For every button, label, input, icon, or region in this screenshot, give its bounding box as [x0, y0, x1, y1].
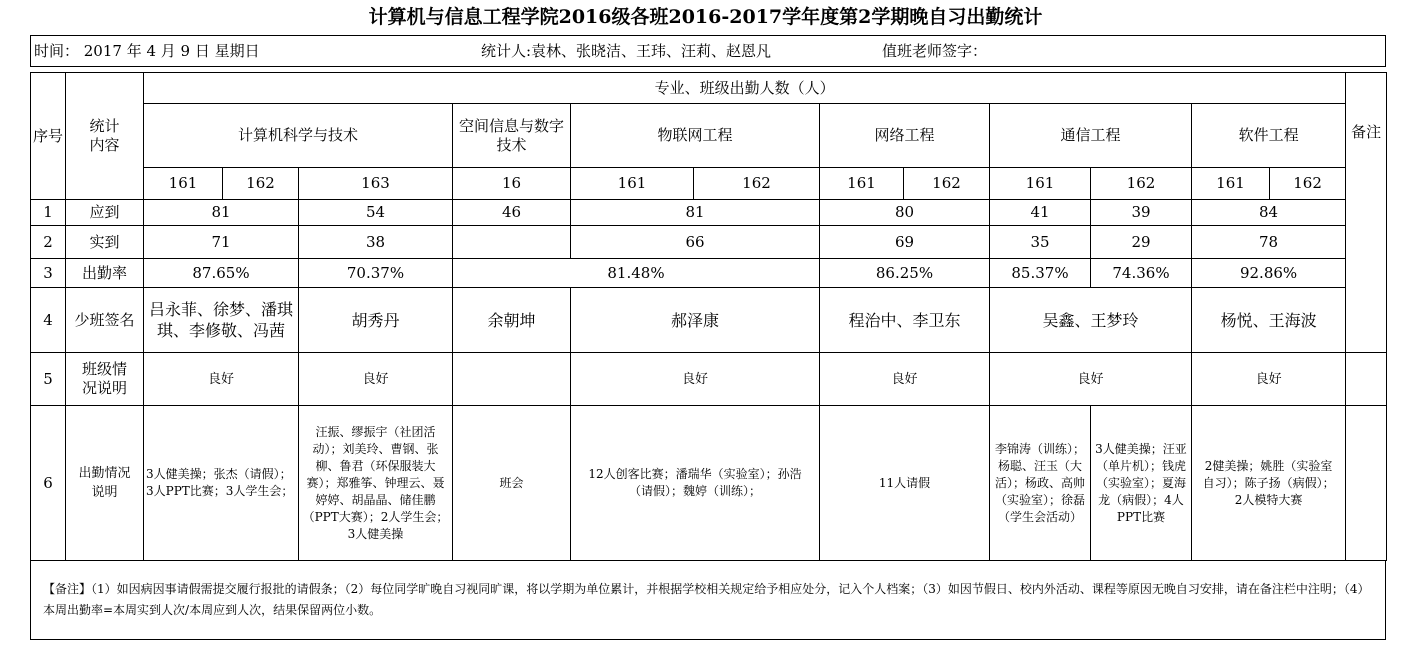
row-number: 3 [31, 259, 66, 288]
value-cell: 汪振、缪振宇（社团活动）；刘美玲、曹钢、张柳、鲁君（环保服装大赛）；郑雅筝、钟理云、聂婷婷、胡晶晶、储佳鹏（PPT大赛）；2人学生会；3人健美操 [299, 406, 453, 561]
class-cell: 163 [299, 168, 453, 200]
major-comm: 通信工程 [990, 104, 1192, 168]
major-cs: 计算机科学与技术 [144, 104, 453, 168]
major-space: 空间信息与数字技术 [453, 104, 571, 168]
value-cell: 46 [453, 200, 571, 226]
value-cell: 李锦涛（训练）；杨聪、汪玉（大活）；杨政、高帅（实验室）；徐磊（学生会活动） [990, 406, 1091, 561]
row-label: 实到 [66, 226, 144, 259]
value-cell: 80 [820, 200, 990, 226]
value-cell: 66 [571, 226, 820, 259]
table-row [31, 259, 1387, 288]
value-cell: 胡秀丹 [299, 288, 453, 353]
value-cell: 班会 [453, 406, 571, 561]
value-cell: 3人健美操；汪亚（单片机）；钱虎（实验室）；夏海龙（病假）；4人PPT比赛 [1091, 406, 1192, 561]
row-number: 1 [31, 200, 66, 226]
value-cell: 良好 [820, 353, 990, 406]
row-label: 出勤率 [66, 259, 144, 288]
value-cell: 良好 [571, 353, 820, 406]
table-row [31, 353, 1387, 406]
value-cell: 良好 [1192, 353, 1346, 406]
row-number: 5 [31, 353, 66, 406]
date-info: 时间： 2017 年 4 月 9 日 星期日 [34, 42, 260, 60]
class-cell: 161 [144, 168, 223, 200]
value-cell: 吕永菲、徐梦、潘琪琪、李修敬、冯茜 [144, 288, 299, 353]
value-cell: 12人创客比赛；潘瑞华（实验室）；孙浩（请假）；魏婷（训练）； [571, 406, 820, 561]
value-cell: 良好 [144, 353, 299, 406]
class-cell: 16 [453, 168, 571, 200]
table-row [31, 288, 1387, 353]
row-number: 6 [31, 406, 66, 561]
value-cell: 3人健美操；张杰（请假）；3人PPT比赛；3人学生会； [144, 406, 299, 561]
row-label: 班级情况说明 [66, 353, 144, 406]
value-cell: 35 [990, 226, 1091, 259]
notes-section: 【备注】（1）如因病因事请假需提交履行报批的请假条；（2）每位同学旷晚自习视同旷课，将以学期为单位累计，并根据学校相关规定给予相应处分，记入个人档案；（3）如因节假日、校内外活动、课程等原因无晚自习安排，请在备注栏中注明；（4）本周出勤率=本周实到人次/本周应到人次，结果保留两位小数。 [30, 560, 1386, 640]
header-item: 统计内容 [66, 73, 144, 200]
page-title: 计算机与信息工程学院2016级各班2016-2017学年度第2学期晚自习出勤统计 [368, 6, 1043, 28]
remark-cell [1346, 353, 1387, 406]
value-cell: 74.36% [1091, 259, 1192, 288]
value-cell: 81 [144, 200, 299, 226]
value-cell: 程治中、李卫东 [820, 288, 990, 353]
value-cell: 11人请假 [820, 406, 990, 561]
value-cell: 71 [144, 226, 299, 259]
value-cell: 杨悦、王海波 [1192, 288, 1346, 353]
teacher-signature-label: 值班老师签字： [882, 42, 988, 60]
class-cell: 161 [1192, 168, 1270, 200]
class-cell: 162 [1270, 168, 1346, 200]
header-remark: 备注 [1346, 73, 1387, 353]
value-cell: 69 [820, 226, 990, 259]
value-cell: 余朝坤 [453, 288, 571, 353]
row-number: 2 [31, 226, 66, 259]
value-cell: 86.25% [820, 259, 990, 288]
major-iot: 物联网工程 [571, 104, 820, 168]
table-row [31, 200, 1387, 226]
value-cell: 70.37% [299, 259, 453, 288]
class-cell: 162 [223, 168, 299, 200]
value-cell: 78 [1192, 226, 1346, 259]
value-cell [453, 226, 571, 259]
value-cell: 81.48% [453, 259, 820, 288]
value-cell: 41 [990, 200, 1091, 226]
major-soft: 软件工程 [1192, 104, 1346, 168]
value-cell: 39 [1091, 200, 1192, 226]
major-net: 网络工程 [820, 104, 990, 168]
table-row [31, 226, 1387, 259]
value-cell: 29 [1091, 226, 1192, 259]
remark-cell [1346, 406, 1387, 561]
row-label: 应到 [66, 200, 144, 226]
value-cell: 81 [571, 200, 820, 226]
value-cell: 吴鑫、王梦玲 [990, 288, 1192, 353]
value-cell: 84 [1192, 200, 1346, 226]
class-cell: 162 [1091, 168, 1192, 200]
class-cell: 162 [694, 168, 820, 200]
value-cell: 2健美操；姚胜（实验室自习）；陈子扬（病假）；2人模特大赛 [1192, 406, 1346, 561]
class-cell: 162 [904, 168, 990, 200]
value-cell: 87.65% [144, 259, 299, 288]
table-row [31, 406, 1387, 561]
value-cell: 92.86% [1192, 259, 1346, 288]
value-cell: 85.37% [990, 259, 1091, 288]
value-cell: 38 [299, 226, 453, 259]
attendance-table [30, 72, 1387, 561]
counters-info: 统计人:袁林、张晓洁、王玮、汪莉、赵恩凡 [481, 42, 772, 60]
header-group: 专业、班级出勤人数（人） [144, 73, 1346, 104]
row-label: 少班签名 [66, 288, 144, 353]
value-cell: 良好 [990, 353, 1192, 406]
value-cell: 郝泽康 [571, 288, 820, 353]
value-cell [453, 353, 571, 406]
header-seq: 序号 [31, 73, 66, 200]
row-number: 4 [31, 288, 66, 353]
class-cell: 161 [820, 168, 904, 200]
class-cell: 161 [990, 168, 1091, 200]
value-cell: 54 [299, 200, 453, 226]
class-cell: 161 [571, 168, 694, 200]
row-label: 出勤情况说明 [66, 406, 144, 561]
value-cell: 良好 [299, 353, 453, 406]
